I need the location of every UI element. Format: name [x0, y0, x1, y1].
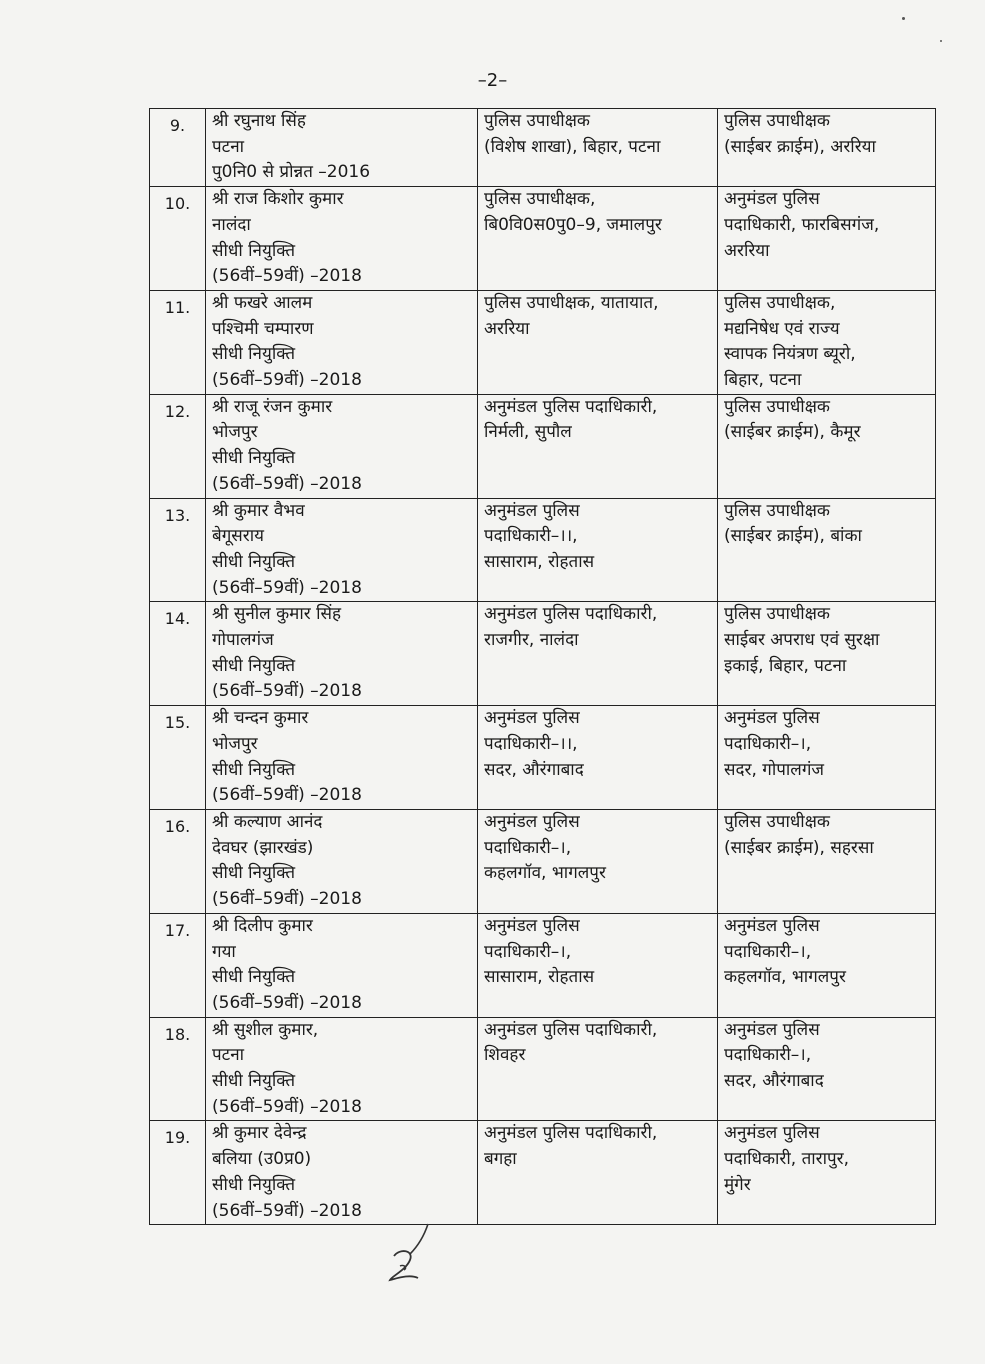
officer-line: श्री रघुनाथ सिंह — [212, 111, 306, 131]
current-posting-cell — [478, 498, 718, 602]
new-posting-line: सदर, गोपालगंज — [724, 759, 825, 780]
table-row — [150, 706, 936, 810]
current-posting-line: अनुमंडल पुलिस — [484, 915, 580, 936]
current-posting-cell — [478, 809, 718, 913]
transfer-table-body — [150, 109, 936, 1225]
new-posting-line: स्वापक नियंत्रण ब्यूरो, — [724, 344, 856, 365]
current-posting-line: अनुमंडल पुलिस पदाधिकारी, — [484, 1123, 658, 1144]
officer-line: सीधी नियुक्ति — [212, 1071, 296, 1092]
scan-speck — [902, 17, 905, 20]
new-posting-line: अनुमंडल पुलिस — [724, 915, 820, 936]
officer-cell — [206, 394, 478, 498]
table-row — [150, 1121, 936, 1225]
officer-line: पश्चिमी चम्पारण — [212, 318, 314, 339]
new-posting-line: पुलिस उपाधीक्षक — [724, 604, 830, 625]
new-posting-line: कहलगॉव, भागलपुर — [724, 967, 846, 988]
new-posting-cell — [718, 1017, 936, 1121]
current-posting-line: पुलिस उपाधीक्षक, यातायात, — [484, 292, 659, 313]
current-posting-cell — [478, 1017, 718, 1121]
officer-line: सीधी नियुक्ति — [212, 240, 296, 261]
table-row — [150, 187, 936, 291]
new-posting-line: अनुमंडल पुलिस — [724, 1019, 820, 1040]
new-posting-cell — [718, 498, 936, 602]
signature-mark — [380, 1222, 440, 1286]
current-posting-line: पदाधिकारी–।।, — [484, 733, 578, 754]
officer-line: श्री कल्याण आनंद — [212, 811, 323, 832]
new-posting-line: पदाधिकारी–।, — [724, 941, 812, 962]
new-posting-line: सदर, औरंगाबाद — [724, 1071, 824, 1092]
officer-cell — [206, 290, 478, 394]
current-posting-cell — [478, 109, 718, 187]
officer-line: श्री दिलीप कुमार — [212, 915, 313, 936]
officer-line: श्री कुमार वैभव — [212, 500, 305, 521]
officer-cell — [206, 109, 478, 187]
table-row — [150, 498, 936, 602]
current-posting-cell — [478, 1121, 718, 1225]
new-posting-cell — [718, 109, 936, 187]
table-row — [150, 809, 936, 913]
new-posting-cell — [718, 913, 936, 1017]
new-posting-cell — [718, 187, 936, 291]
new-posting-line: बिहार, पटना — [724, 370, 802, 391]
officer-line: श्री राज किशोर कुमार — [212, 189, 344, 210]
current-posting-line: राजगीर, नालंदा — [484, 630, 579, 651]
officer-line: पु0नि0 से प्रोन्नत –2016 — [212, 162, 371, 183]
current-posting-line: पुलिस उपाधीक्षक, — [484, 189, 596, 210]
officer-line: सीधी नियुक्ति — [212, 655, 296, 676]
current-posting-line: अनुमंडल पुलिस पदाधिकारी, — [484, 1019, 658, 1040]
table-row — [150, 394, 936, 498]
serial-number-cell: 17. — [150, 913, 206, 1017]
officer-cell — [206, 1121, 478, 1225]
serial-number-cell: 10. — [150, 187, 206, 291]
current-posting-line: निर्मली, सुपौल — [484, 422, 572, 443]
new-posting-line: मद्यनिषेध एवं राज्य — [724, 318, 840, 339]
officer-line: बेगूसराय — [212, 526, 264, 547]
new-posting-line: इकाई, बिहार, पटना — [724, 655, 847, 676]
new-posting-line: अनुमंडल पुलिस — [724, 708, 820, 729]
officer-line: (56वीं–59वीं) –2018 — [212, 577, 362, 598]
new-posting-cell — [718, 602, 936, 706]
officer-line: गोपालगंज — [212, 630, 274, 651]
new-posting-line: पदाधिकारी–।, — [724, 1045, 812, 1066]
officer-line: श्री कुमार देवेन्द्र — [212, 1123, 307, 1144]
new-posting-line: पदाधिकारी–।, — [724, 733, 812, 754]
officer-line: (56वीं–59वीं) –2018 — [212, 266, 362, 287]
current-posting-line: बगहा — [484, 1149, 517, 1170]
current-posting-line: पुलिस उपाधीक्षक — [484, 111, 590, 131]
current-posting-cell — [478, 913, 718, 1017]
officer-line: (56वीं–59वीं) –2018 — [212, 889, 362, 910]
officer-cell — [206, 602, 478, 706]
officer-cell — [206, 187, 478, 291]
new-posting-line: पदाधिकारी, तारापुर, — [724, 1149, 850, 1170]
new-posting-line: (साईबर क्राईम), सहरसा — [724, 837, 874, 858]
officer-line: सीधी नियुक्ति — [212, 759, 296, 780]
officer-line: श्री फखरे आलम — [212, 292, 313, 313]
officer-cell — [206, 498, 478, 602]
current-posting-line: पदाधिकारी–।, — [484, 941, 572, 962]
current-posting-cell — [478, 706, 718, 810]
new-posting-cell — [718, 290, 936, 394]
current-posting-line: अनुमंडल पुलिस पदाधिकारी, — [484, 396, 658, 417]
officer-line: बलिया (उ0प्र0) — [212, 1149, 312, 1170]
current-posting-line: पदाधिकारी–।, — [484, 837, 572, 858]
new-posting-line: (साईबर क्राईम), कैमूर — [724, 422, 861, 443]
new-posting-line: पुलिस उपाधीक्षक — [724, 500, 830, 521]
officer-line: (56वीं–59वीं) –2018 — [212, 1096, 362, 1117]
new-posting-line: पदाधिकारी, फारबिसगंज, — [724, 214, 880, 235]
current-posting-line: कहलगॉव, भागलपुर — [484, 863, 606, 884]
officer-line: भोजपुर — [212, 422, 258, 443]
current-posting-line: अनुमंडल पुलिस — [484, 500, 580, 521]
current-posting-line: अनुमंडल पुलिस — [484, 708, 580, 729]
new-posting-line: अनुमंडल पुलिस — [724, 189, 820, 210]
serial-number-cell: 9. — [150, 109, 206, 187]
officer-cell — [206, 809, 478, 913]
serial-number-cell: 16. — [150, 809, 206, 913]
table-row — [150, 602, 936, 706]
current-posting-line: अररिया — [484, 318, 530, 339]
officer-line: देवघर (झारखंड) — [212, 837, 314, 858]
current-posting-line: अनुमंडल पुलिस — [484, 811, 580, 832]
new-posting-line: पुलिस उपाधीक्षक — [724, 811, 830, 832]
current-posting-line: अनुमंडल पुलिस पदाधिकारी, — [484, 604, 658, 625]
current-posting-line: सासाराम, रोहतास — [484, 551, 595, 572]
officer-line: सीधी नियुक्ति — [212, 344, 296, 365]
officer-cell — [206, 913, 478, 1017]
transfer-table — [149, 108, 936, 1225]
officer-line: (56वीं–59वीं) –2018 — [212, 473, 362, 494]
current-posting-line: बि0वि0स0पु0–9, जमालपुर — [484, 214, 662, 235]
current-posting-cell — [478, 290, 718, 394]
officer-line: सीधी नियुक्ति — [212, 551, 296, 572]
current-posting-line: सासाराम, रोहतास — [484, 967, 595, 988]
new-posting-cell — [718, 809, 936, 913]
serial-number-cell: 13. — [150, 498, 206, 602]
new-posting-line: पुलिस उपाधीक्षक — [724, 396, 830, 417]
officer-line: (56वीं–59वीं) –2018 — [212, 785, 362, 806]
scan-speck — [940, 40, 942, 42]
table-row — [150, 1017, 936, 1121]
table-row — [150, 109, 936, 187]
officer-line: सीधी नियुक्ति — [212, 967, 296, 988]
new-posting-line: साईबर अपराध एवं सुरक्षा — [724, 630, 880, 651]
current-posting-cell — [478, 394, 718, 498]
officer-line: श्री सुशील कुमार, — [212, 1019, 319, 1040]
serial-number-cell: 12. — [150, 394, 206, 498]
officer-line: सीधी नियुक्ति — [212, 1174, 296, 1195]
officer-line: श्री राजू रंजन कुमार — [212, 396, 333, 417]
new-posting-line: अनुमंडल पुलिस — [724, 1123, 820, 1144]
officer-cell — [206, 1017, 478, 1121]
officer-line: पटना — [212, 136, 245, 157]
page-number: –2– — [477, 70, 508, 91]
serial-number-cell: 18. — [150, 1017, 206, 1121]
officer-line: नालंदा — [212, 214, 251, 235]
new-posting-line: (साईबर क्राईम), अररिया — [724, 136, 876, 157]
officer-line: श्री सुनील कुमार सिंह — [212, 604, 342, 625]
table-row — [150, 913, 936, 1017]
current-posting-line: शिवहर — [484, 1045, 526, 1066]
serial-number-cell: 15. — [150, 706, 206, 810]
officer-line: श्री चन्दन कुमार — [212, 708, 309, 729]
officer-line: सीधी नियुक्ति — [212, 863, 296, 884]
officer-line: गया — [212, 941, 236, 962]
officer-line: (56वीं–59वीं) –2018 — [212, 681, 362, 702]
current-posting-cell — [478, 187, 718, 291]
new-posting-cell — [718, 706, 936, 810]
current-posting-cell — [478, 602, 718, 706]
new-posting-cell — [718, 1121, 936, 1225]
officer-line: भोजपुर — [212, 733, 258, 754]
new-posting-line: (साईबर क्राईम), बांका — [724, 526, 862, 547]
new-posting-line: अररिया — [724, 240, 770, 261]
table-row — [150, 290, 936, 394]
new-posting-line: मुंगेर — [724, 1174, 751, 1195]
serial-number-cell: 19. — [150, 1121, 206, 1225]
new-posting-line: पुलिस उपाधीक्षक, — [724, 292, 836, 313]
officer-cell — [206, 706, 478, 810]
current-posting-line: सदर, औरंगाबाद — [484, 759, 584, 780]
new-posting-line: पुलिस उपाधीक्षक — [724, 111, 830, 131]
serial-number-cell: 11. — [150, 290, 206, 394]
officer-line: पटना — [212, 1045, 245, 1066]
officer-line: (56वीं–59वीं) –2018 — [212, 1200, 362, 1221]
officer-line: (56वीं–59वीं) –2018 — [212, 992, 362, 1013]
serial-number-cell: 14. — [150, 602, 206, 706]
current-posting-line: पदाधिकारी–।।, — [484, 526, 578, 547]
current-posting-line: (विशेष शाखा), बिहार, पटना — [484, 136, 661, 157]
new-posting-cell — [718, 394, 936, 498]
officer-line: (56वीं–59वीं) –2018 — [212, 370, 362, 391]
officer-line: सीधी नियुक्ति — [212, 448, 296, 469]
